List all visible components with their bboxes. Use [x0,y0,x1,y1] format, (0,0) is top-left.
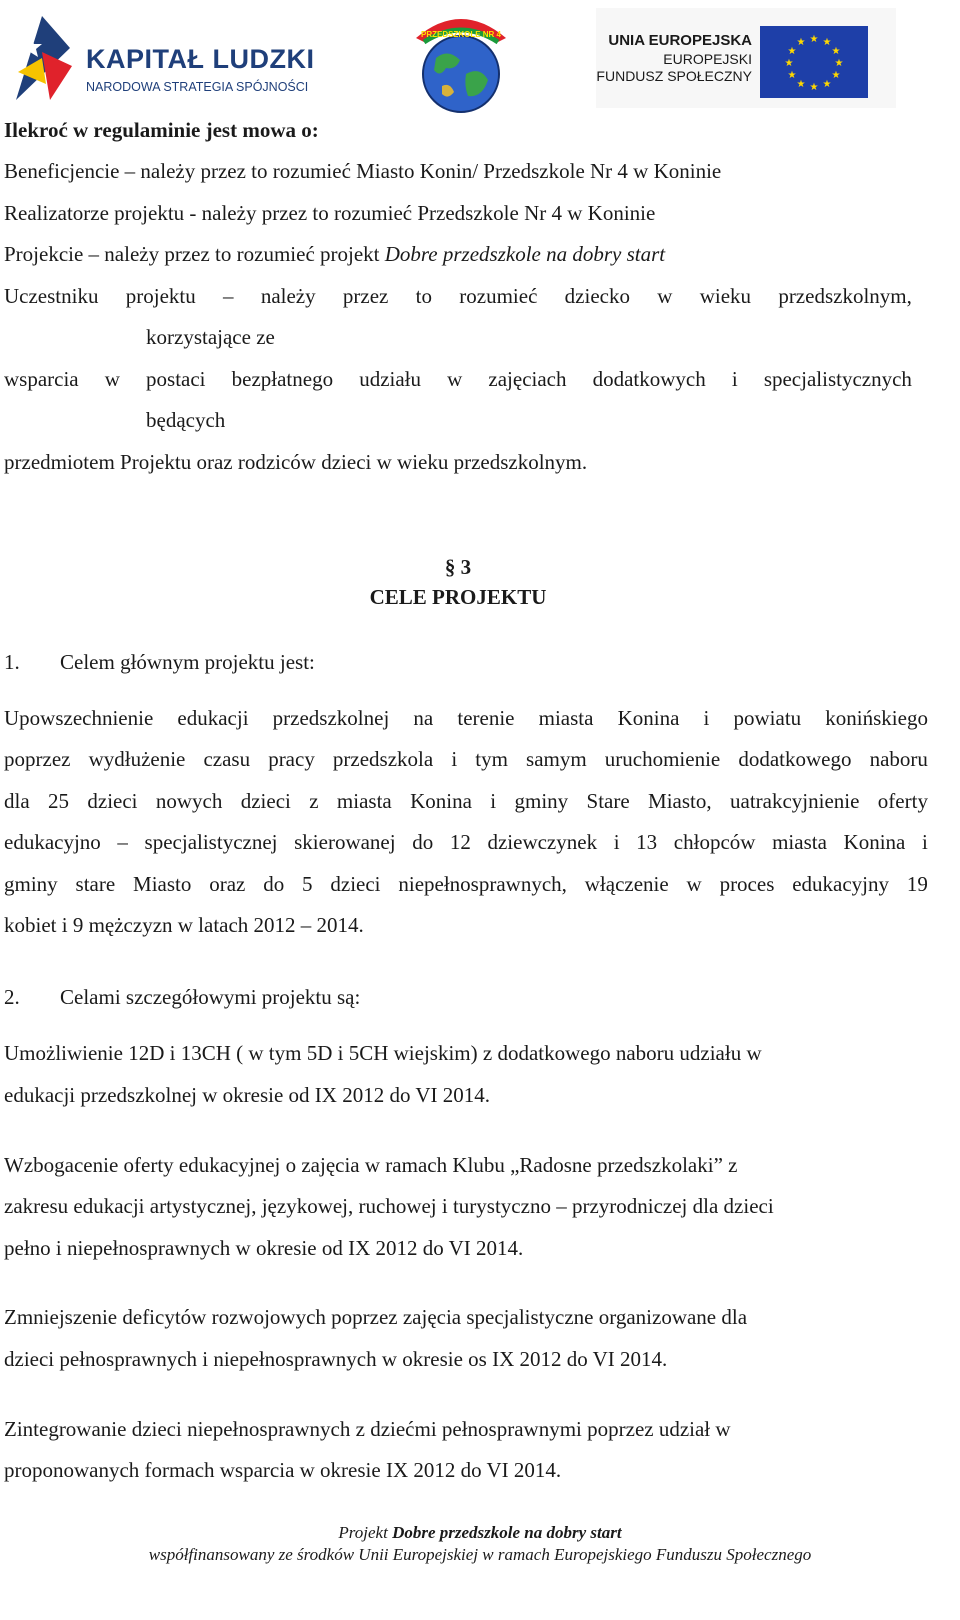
word: w [686,872,702,896]
goal-main-line [4,704,928,732]
word: edukacyjno [4,830,101,854]
word: projektu [125,284,196,308]
svg-text:★: ★ [822,79,832,90]
word: 5 [302,872,313,896]
goal-specific-p2-line1: Wzbogacenie oferty edukacyjnej o zajęcia w ramach Klubu „Radosne przedszkolaki” z [4,1153,738,1177]
word: miasta [336,789,392,813]
word: wieku [699,284,752,308]
word: chłopców [673,830,756,854]
word: 19 [906,872,928,896]
eu-line-3: FUNDUSZ SPOŁECZNY [596,68,752,84]
word: oferty [877,789,928,813]
eu-line-1: UNIA EUROPEJSKA [608,32,752,49]
svg-text:★: ★ [796,79,806,90]
eu-line-2: EUROPEJSKI [663,51,752,67]
word: uatrakcyjnienie [730,789,860,813]
svg-text:★: ★ [809,82,819,93]
word: wydłużenie [88,747,186,771]
word: przedszkolnym, [778,284,912,308]
footer-project-name: Dobre przedszkole na dobry start [392,1523,622,1542]
word: do [412,830,434,854]
word: stare [75,872,116,896]
word: tym [475,747,508,771]
word: dodatkowego [738,747,852,771]
section-title: CELE PROJEKTU [369,585,547,609]
word: na [413,706,434,730]
word: w [447,367,463,391]
word: i [921,830,928,854]
word: i [490,789,497,813]
word: niepełnosprawnych, [398,872,567,896]
kapital-ludzki-title: KAPITAŁ LUDZKI [86,44,315,74]
goal-specific-p2-line3: pełno i niepełnosprawnych w okresie od IX 2012 do VI 2014. [4,1236,524,1260]
word: Stare [586,789,630,813]
word: konińskiego [825,706,928,730]
definition-wsparcia [4,365,912,393]
word: i [731,367,738,391]
przedszkole-globe-logo [406,8,516,116]
definition-wsparcia-cont: będących [146,408,226,432]
word: dzieci [330,872,381,896]
word: przedszkola [332,747,434,771]
word: udziału [359,367,421,391]
word: do [263,872,285,896]
word: – [117,830,128,854]
definition-uczestnik [4,282,912,310]
word: – [223,284,234,308]
definitions-heading: Ilekroć w regulaminie jest mowa o: [4,118,319,142]
word: to [415,284,432,308]
word: edukacji [177,706,249,730]
goal-specific-p2-line2: zakresu edukacji artystycznej, językowej, ruchowej i turystyczno – przyrodniczej dla dzieci [4,1194,774,1218]
svg-text:★: ★ [787,70,797,81]
word: wsparcia [4,367,79,391]
svg-text:★: ★ [834,58,844,69]
word: Konina [843,830,906,854]
word: w [657,284,673,308]
word: Konina [410,789,472,813]
svg-text:★: ★ [809,34,819,45]
kapital-ludzki-logo [12,14,332,104]
word: Konina [617,706,680,730]
word: dzieci [240,789,291,813]
word: Upowszechnienie [4,706,154,730]
definition-projekt-name: Dobre przedszkole na dobry start [384,242,666,266]
kapital-ludzki-subtitle: NARODOWA STRATEGIA SPÓJNOŚCI [86,80,309,94]
goal-specific-label: Celami szczegółowymi projektu są: [60,985,361,1009]
word: w [104,367,120,391]
word: dla [4,789,30,813]
word: zajęciach [488,367,567,391]
section-number: § 3 [444,555,472,579]
word: terenie [457,706,515,730]
word: gminy [4,872,58,896]
word: nowych [155,789,223,813]
kapital-ludzki-emblem-icon [12,14,92,104]
definition-projekt-text: Projekcie – należy przez to rozumieć projekt [4,242,385,266]
definition-projekt [4,240,665,268]
word: proces [719,872,775,896]
word: dodatkowych [592,367,706,391]
footer-prefix: Projekt [338,1523,393,1542]
word: poprzez [4,747,71,771]
goal-main-line [4,787,928,815]
word: oraz [209,872,246,896]
word: miasta [772,830,827,854]
word: dziecko [564,284,630,308]
goal-specific-p1-line1: Umożliwienie 12D i 13CH ( w tym 5D i 5CH wiejskim) z dodatkowego naboru udziału w [4,1041,762,1065]
svg-text:★: ★ [831,70,841,81]
word: przez [342,284,389,308]
goal-main-marker: 1. [4,650,20,674]
word: 12 [449,830,471,854]
goal-main-last-line: kobiet i 9 mężczyzn w latach 2012 – 2014. [4,913,364,937]
goal-specific-p4-line1: Zintegrowanie dzieci niepełnosprawnych z dziećmi pełnosprawnymi poprzez udział w [4,1417,731,1441]
svg-text:★: ★ [787,46,797,57]
word: 25 [48,789,70,813]
goal-main-line [4,828,928,856]
eu-flag-icon [760,26,868,98]
footer-project [0,1522,960,1544]
word: włączenie [584,872,669,896]
word: uruchomienie [604,747,721,771]
definition-uczestnik-cont: korzystające ze [146,325,275,349]
word: dzieci [87,789,138,813]
svg-text:★: ★ [831,46,841,57]
word: pracy [268,747,315,771]
globe-logo-text: PRZEDSZKOLE NR 4 [420,30,501,39]
goal-specific-p1-line2: edukacji przedszkolnej w okresie od IX 2012 do VI 2014. [4,1083,490,1107]
word: postaci [146,367,206,391]
word: samym [526,747,587,771]
footer-cofinancing: współfinansowany ze środków Unii Europejskiej w ramach Europejskiego Funduszu Społecznego [148,1545,812,1564]
definition-beneficjent: Beneficjencie – należy przez to rozumieć Miasto Konin/ Przedszkole Nr 4 w Koninie [4,159,722,183]
goal-specific-marker: 2. [4,985,20,1009]
word: i [703,706,710,730]
word: specjalistycznej [144,830,278,854]
word: powiatu [733,706,802,730]
word: Uczestniku [4,284,99,308]
svg-text:★: ★ [796,37,806,48]
goal-specific-p4-line2: proponowanych formach wsparcia w okresie IX 2012 do VI 2014. [4,1458,562,1482]
goal-main-label: Celem głównym projektu jest: [60,650,315,674]
word: i [613,830,620,854]
goal-main-line [4,745,928,773]
word: naboru [869,747,928,771]
word: Miasto [133,872,192,896]
goal-specific-p3-line2: dzieci pełnosprawnych i niepełnosprawnych w okresie os IX 2012 do VI 2014. [4,1347,668,1371]
goal-specific-p3-line1: Zmniejszenie deficytów rozwojowych poprzez zajęcia specjalistyczne organizowane dla [4,1305,748,1329]
word: dziewczynek [487,830,598,854]
eu-social-fund-logo [596,8,896,108]
word: należy [260,284,316,308]
svg-text:★: ★ [822,37,832,48]
word: 13 [636,830,658,854]
word: czasu [203,747,251,771]
word: rozumieć [459,284,538,308]
word: gminy [514,789,569,813]
definition-przedmiot: przedmiotem Projektu oraz rodziców dzieci w wieku przedszkolnym. [4,450,588,474]
word: bezpłatnego [231,367,334,391]
word: z [309,789,319,813]
word: skierowanej [294,830,396,854]
word: specjalistycznych [763,367,912,391]
definition-realizator: Realizatorze projektu - należy przez to rozumieć Przedszkole Nr 4 w Koninie [4,201,656,225]
word: Miasto, [648,789,712,813]
svg-text:★: ★ [784,58,794,69]
goal-main-line [4,870,928,898]
globe-icon [406,8,516,116]
word: edukacyjny [792,872,890,896]
word: przedszkolnej [272,706,390,730]
word: miasta [538,706,594,730]
word: i [451,747,458,771]
